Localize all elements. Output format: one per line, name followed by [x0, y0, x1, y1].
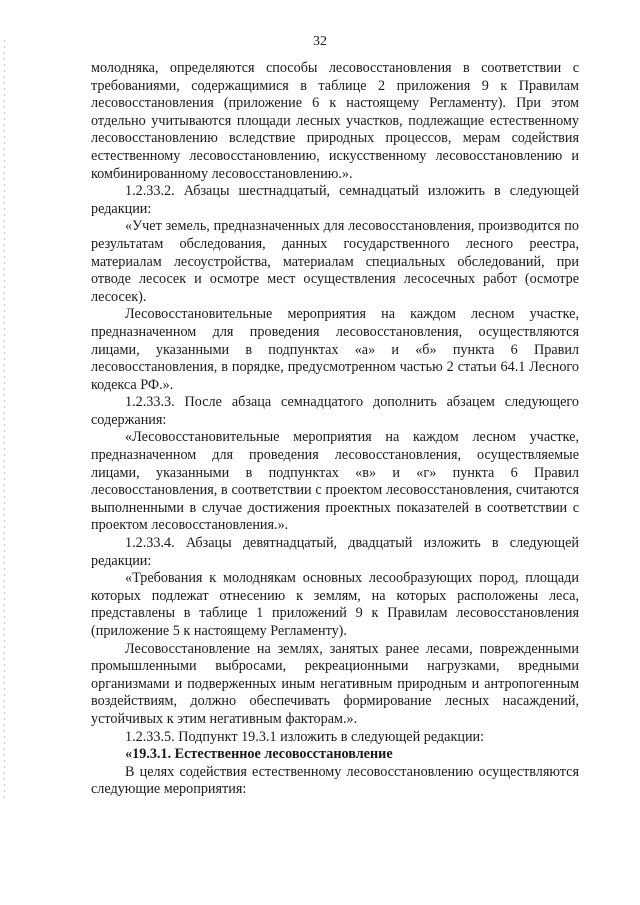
- paragraph-item-1-2-33-2: 1.2.33.2. Абзацы шестнадцатый, семнадцатый изложить в следующей редакции:: [91, 183, 579, 217]
- paragraph-quote-accounting: «Учет земель, предназначенных для лесовосстановления, производится по результатам обследования, данных государственного лесного реестра, материалам лесоустройства, материалам специальных обследований, при отводе лесосек и осмотре мест осуществления лесосечных работ (осмотре лесосек).: [91, 218, 579, 305]
- paragraph-quote-added: «Лесовосстановительные мероприятия на каждом лесном участке, предназначенном для проведения лесовосстановления, осуществляемые лицами, указанными в подпунктах «в» и «г» пункта 6 Правил лесовосстановления, в соответствии с проектом лесовосстановления, считаются выполненными в случае достижения проектных показателей в соответствии с проектом лесовосстановления.».: [91, 429, 579, 534]
- margin-scan-edge: [4, 40, 5, 800]
- paragraph-natural-restoration: В целях содействия естественному лесовосстановлению осуществляются следующие мероприятия:: [91, 763, 579, 798]
- paragraph-item-1-2-33-5: 1.2.33.5. Подпункт 19.3.1 изложить в следующей редакции:: [125, 728, 485, 745]
- paragraph-continuation: молодняка, определяются способы лесовосстановления в соответствии с требованиями, содержащимися в таблице 2 приложения 9 к Правилам лесовосстановления (приложение 6 к настоящему Регламенту). При этом отдельно учитываются площади лесных участков, подлежащие естественному лесовосстановлению вследствие природных процессов, мерам содействия естественному лесовосстановлению, искусственному лесовосстановлению и комбинированному лесовосстановлению.».: [91, 60, 579, 182]
- paragraph-item-1-2-33-3: 1.2.33.3. После абзаца семнадцатого дополнить абзацем следующего содержания:: [91, 394, 579, 428]
- document-body: [91, 60, 579, 799]
- paragraph-quote-damaged: Лесовосстановление на землях, занятых ранее лесами, поврежденными промышленными выбросами, рекреационными нагрузками, вредными организмами и подверженных иным негативным природным и антропогенным воздействиям, должно обеспечивать формирование лесных насаждений, устойчивых к этим негативным факторам.».: [91, 640, 579, 727]
- page-number: 32: [313, 34, 327, 49]
- paragraph-quote-measures: Лесовосстановительные мероприятия на каждом лесном участке, предназначенном для проведения лесовосстановления, осуществляются лицами, указанными в подпунктах «а» и «б» пункта 6 Правил лесовосстановления, в порядке, предусмотренном частью 2 статьи 64.1 Лесного кодекса РФ.».: [91, 306, 579, 393]
- paragraph-quote-requirements: «Требования к молоднякам основных лесообразующих пород, площади которых подлежат отнесению к землям, на которых расположены леса, представлены в таблице 1 приложений 9 к Правилам лесовосстановления (приложение 5 к настоящему Регламенту).: [91, 570, 579, 639]
- paragraph-item-1-2-33-4: 1.2.33.4. Абзацы девятнадцатый, двадцатый изложить в следующей редакции:: [91, 535, 579, 569]
- section-heading-19-3-1: «19.3.1. Естественное лесовосстановление: [125, 746, 393, 763]
